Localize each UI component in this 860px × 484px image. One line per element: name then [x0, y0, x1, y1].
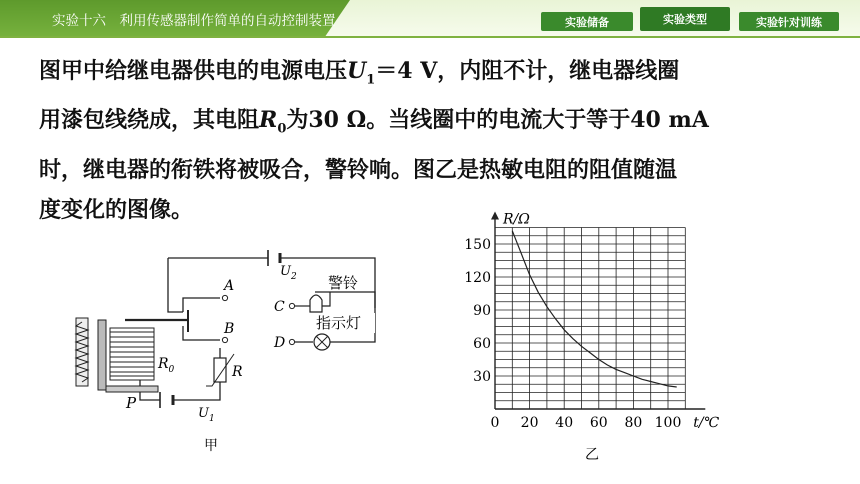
- resistance-temperature-chart: [455, 195, 735, 475]
- variable-u: U: [347, 58, 367, 84]
- x-tick-label: 80: [624, 415, 643, 431]
- contact-a-label: A: [224, 278, 235, 294]
- text-segment: 图甲中给继电器供电的电源电压: [39, 58, 348, 84]
- y-axis-arrow: [491, 212, 499, 220]
- r0-sub: 0: [168, 365, 175, 375]
- variable-r: R: [259, 107, 278, 134]
- electromagnet-coil: [98, 320, 158, 392]
- text-segment: ＝4 V，内阻不计，继电器线圈: [375, 58, 680, 84]
- thermistor-icon: [206, 354, 234, 386]
- terminal-c-label: C: [274, 299, 285, 315]
- bell-label: 警铃: [328, 274, 359, 292]
- problem-line-4: 度变化的图像。: [39, 196, 194, 223]
- lesson-title: 实验十六 利用传感器制作简单的自动控制装置: [52, 13, 336, 29]
- subscript: 1: [366, 72, 376, 88]
- spring-icon: [76, 318, 88, 386]
- nav-button-preparation[interactable]: 实验储备: [541, 12, 633, 31]
- bell-icon: [295, 292, 330, 312]
- lamp-label: 指示灯: [316, 314, 362, 332]
- text-segment: 用漆包线绕成，其电阻: [39, 107, 260, 134]
- r-label: R: [232, 364, 243, 380]
- problem-line-2: [39, 100, 829, 149]
- chart-caption-yi: 乙: [584, 447, 599, 463]
- y-tick-label: 30: [473, 369, 491, 385]
- u1-label: [198, 406, 215, 424]
- lamp-icon: [295, 334, 330, 350]
- terminal-d-label: D: [274, 335, 286, 351]
- x-tick-label: 60: [589, 415, 608, 431]
- subscript: 0: [277, 121, 287, 137]
- nav-button-types[interactable]: 实验类型: [640, 7, 730, 31]
- u1-letter: U: [198, 406, 209, 421]
- diagram-caption-jia: 甲: [204, 438, 218, 454]
- u2-letter: U: [280, 264, 291, 279]
- battery-u1: [160, 392, 173, 408]
- y-tick-label: 90: [473, 303, 491, 319]
- u2-sub: 2: [290, 272, 297, 282]
- terminal-d: [289, 339, 294, 344]
- r0-label: [157, 356, 175, 375]
- contact-b-terminal: [222, 337, 227, 342]
- chart-grid: [495, 228, 685, 410]
- x-tick-label: 0: [490, 415, 500, 431]
- x-tick-label: 20: [520, 415, 539, 431]
- y-axis-label: R/Ω: [503, 211, 530, 228]
- problem-line-1: [39, 51, 829, 100]
- u1-sub: 1: [208, 414, 215, 424]
- x-axis-label: t/℃: [693, 415, 720, 431]
- text-segment: 为30 Ω。当线圈中的电流大于等于40 mA: [286, 107, 709, 134]
- r0-letter: R: [158, 356, 169, 372]
- u2-label: [280, 264, 297, 282]
- contact-a-terminal: [222, 295, 227, 300]
- nav-button-practice[interactable]: 实验针对训练: [739, 12, 839, 31]
- contact-b-label: B: [224, 321, 235, 337]
- y-tick-label: 120: [464, 270, 491, 286]
- x-tick-label: 40: [555, 415, 574, 431]
- y-tick-label: 60: [473, 336, 491, 352]
- circuit-diagram-jia: [70, 240, 390, 460]
- top-bar: [0, 0, 860, 38]
- chart-ticks: [464, 237, 681, 431]
- battery-u2: [268, 250, 280, 266]
- series-line: [512, 231, 676, 387]
- x-tick-label: 100: [654, 415, 682, 431]
- y-tick-label: 150: [464, 237, 491, 253]
- terminal-c: [289, 303, 294, 308]
- p-label: P: [126, 394, 137, 412]
- problem-line-3: 时，继电器的衔铁将被吸合，警铃响。图乙是热敏电阻的阻值随温: [39, 156, 678, 183]
